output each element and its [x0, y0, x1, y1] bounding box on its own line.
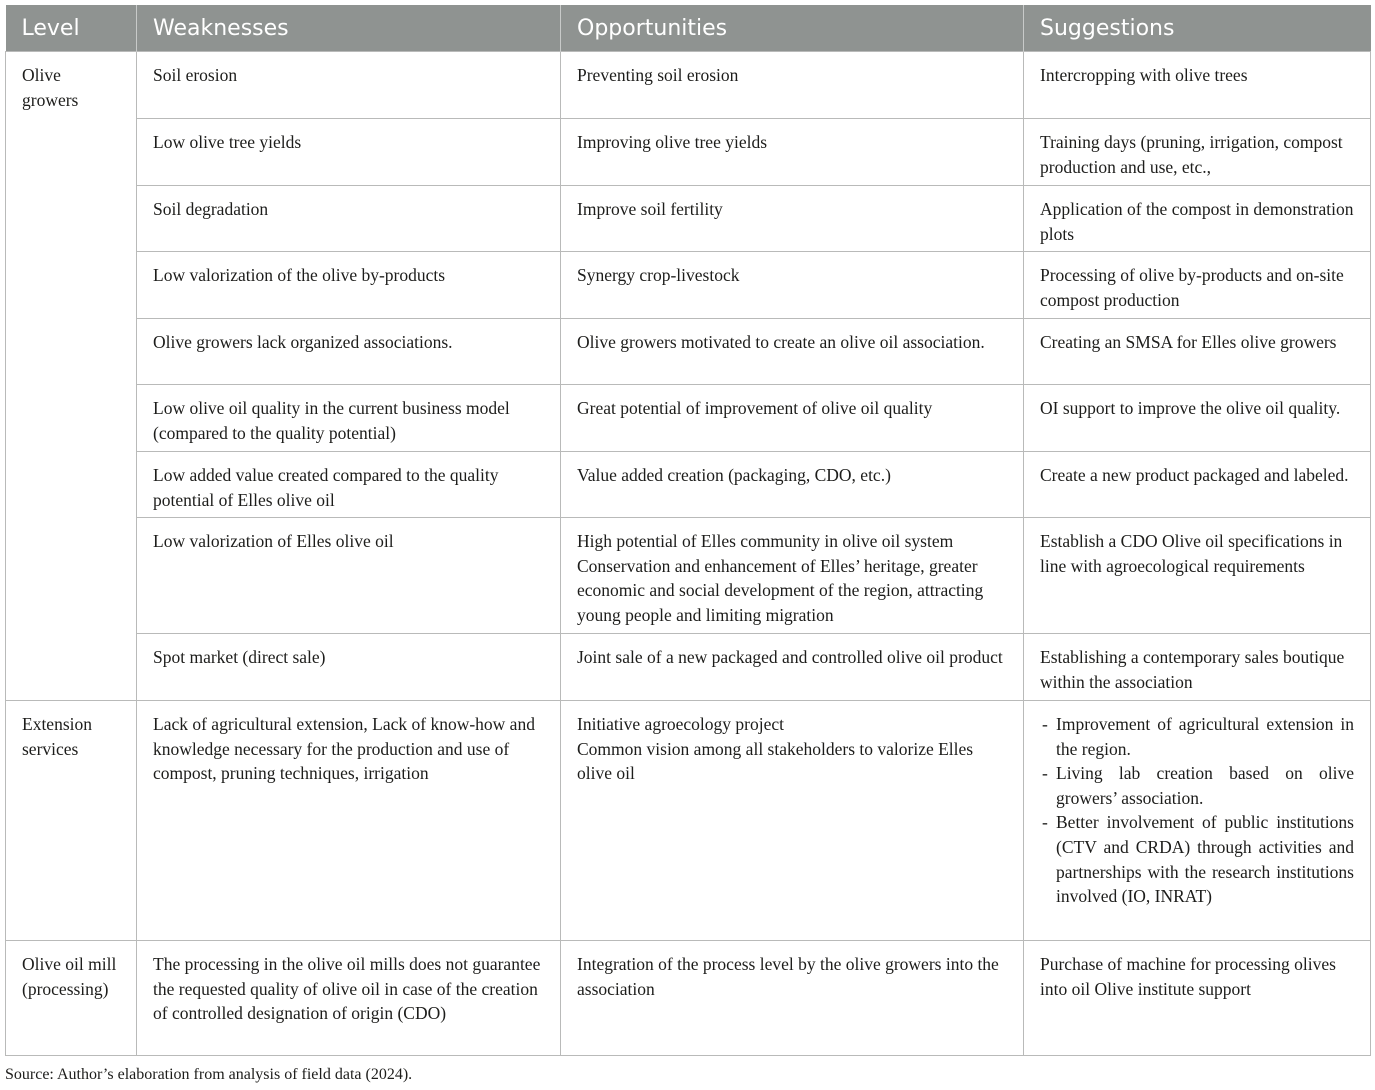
table-row [6, 52, 1371, 119]
opportunity-cell [561, 634, 1024, 701]
table-row [6, 319, 1371, 385]
level-cell: Olive oil mill (processing) [6, 941, 137, 1056]
table-row [6, 385, 1371, 452]
suggestion-cell: Purchase of machine for processing olives into oil Olive institute support [1024, 941, 1371, 1056]
table-row [6, 119, 1371, 186]
table-body [6, 52, 1371, 1056]
suggestion-cell: Application of the compost in demonstration plots [1024, 186, 1371, 252]
weakness-cell: Low olive oil quality in the current business model (compared to the quality potential) [137, 385, 561, 452]
suggestion-cell: Establish a CDO Olive oil specifications in line with agroecological requirements [1024, 518, 1371, 634]
suggestion-list-item: - Improvement of agricultural extension in the region. [1040, 712, 1354, 761]
table-row [6, 186, 1371, 252]
level-cell: Extension services [6, 701, 137, 941]
header-suggestions: Suggestions [1024, 5, 1371, 52]
opportunity-line: Initiative agroecology project [577, 714, 785, 734]
opportunity-line: Improve soil fertility [577, 199, 723, 219]
opportunity-line: Common vision among all stakeholders to valorize Elles olive oil [577, 738, 974, 784]
weakness-cell: Low added value created compared to the quality potential of Elles olive oil [137, 452, 561, 518]
opportunity-cell [561, 701, 1024, 941]
table-row [6, 518, 1371, 634]
weakness-cell: Low olive tree yields [137, 119, 561, 186]
opportunity-line: Joint sale of a new packaged and controlled olive oil product [577, 647, 1003, 667]
opportunity-line: Great potential of improvement of olive oil quality [577, 398, 933, 418]
source-note: Source: Author’s elaboration from analysis of field data (2024). [5, 1066, 413, 1083]
opportunity-cell [561, 452, 1024, 518]
table-container [5, 5, 1370, 1056]
opportunity-cell [561, 52, 1024, 119]
table-row [6, 941, 1371, 1056]
opportunity-line: Preventing soil erosion [577, 65, 739, 85]
weakness-cell: Lack of agricultural extension, Lack of know-how and knowledge necessary for the production and use of compost, pruning techniques, irrigation [137, 701, 561, 941]
suggestion-list-item: - Living lab creation based on olive growers’ association. [1040, 761, 1354, 810]
opportunity-cell [561, 119, 1024, 186]
weakness-cell: The processing in the olive oil mills does not guarantee the requested quality of olive oil in case of the creation of controlled designation of origin (CDO) [137, 941, 561, 1056]
suggestion-cell: Training days (pruning, irrigation, compost production and use, etc., [1024, 119, 1371, 186]
suggestion-cell: Create a new product packaged and labeled. [1024, 452, 1371, 518]
header-level: Level [6, 5, 137, 52]
opportunity-line: Integration of the process level by the olive growers into the association [577, 954, 999, 999]
weakness-cell: Olive growers lack organized associations. [137, 319, 561, 385]
table-row [6, 634, 1371, 701]
table-row [6, 452, 1371, 518]
opportunity-cell [561, 518, 1024, 634]
weakness-cell: Soil erosion [137, 52, 561, 119]
suggestion-list-item: - Better involvement of public institutions (CTV and CRDA) through activities and partnerships with the research institutions involved (IO, INRAT) [1040, 810, 1354, 908]
opportunity-line: Conservation and enhancement of Elles’ heritage, greater economic and social development of the region, attracting young people and limiting migration [577, 555, 984, 625]
opportunity-cell [561, 186, 1024, 252]
suggestion-cell: Intercropping with olive trees [1024, 52, 1371, 119]
weakness-cell: Spot market (direct sale) [137, 634, 561, 701]
suggestion-cell: Creating an SMSA for Elles olive growers [1024, 319, 1371, 385]
suggestion-cell: Processing of olive by-products and on-site compost production [1024, 252, 1371, 319]
swot-table [5, 5, 1371, 1056]
opportunity-line: Olive growers motivated to create an olive oil association. [577, 332, 985, 352]
header-weaknesses: Weaknesses [137, 5, 561, 52]
level-cell: Olive growers [6, 52, 137, 701]
header-opportunities: Opportunities [561, 5, 1024, 52]
suggestion-list [1040, 712, 1354, 909]
weakness-cell: Low valorization of the olive by-products [137, 252, 561, 319]
table-row [6, 701, 1371, 941]
opportunity-line: High potential of Elles community in olive oil system [577, 531, 954, 551]
table-row [6, 252, 1371, 319]
suggestion-cell [1024, 701, 1371, 941]
opportunity-cell [561, 385, 1024, 452]
opportunity-line: Synergy crop-livestock [577, 265, 740, 285]
opportunity-cell [561, 319, 1024, 385]
opportunity-cell [561, 252, 1024, 319]
opportunity-line: Improving olive tree yields [577, 132, 768, 152]
weakness-cell: Low valorization of Elles olive oil [137, 518, 561, 634]
opportunity-cell [561, 941, 1024, 1056]
suggestion-cell: Establishing a contemporary sales boutique within the association [1024, 634, 1371, 701]
weakness-cell: Soil degradation [137, 186, 561, 252]
header-row [6, 5, 1371, 52]
opportunity-line: Value added creation (packaging, CDO, etc.) [577, 465, 891, 485]
suggestion-cell: OI support to improve the olive oil quality. [1024, 385, 1371, 452]
